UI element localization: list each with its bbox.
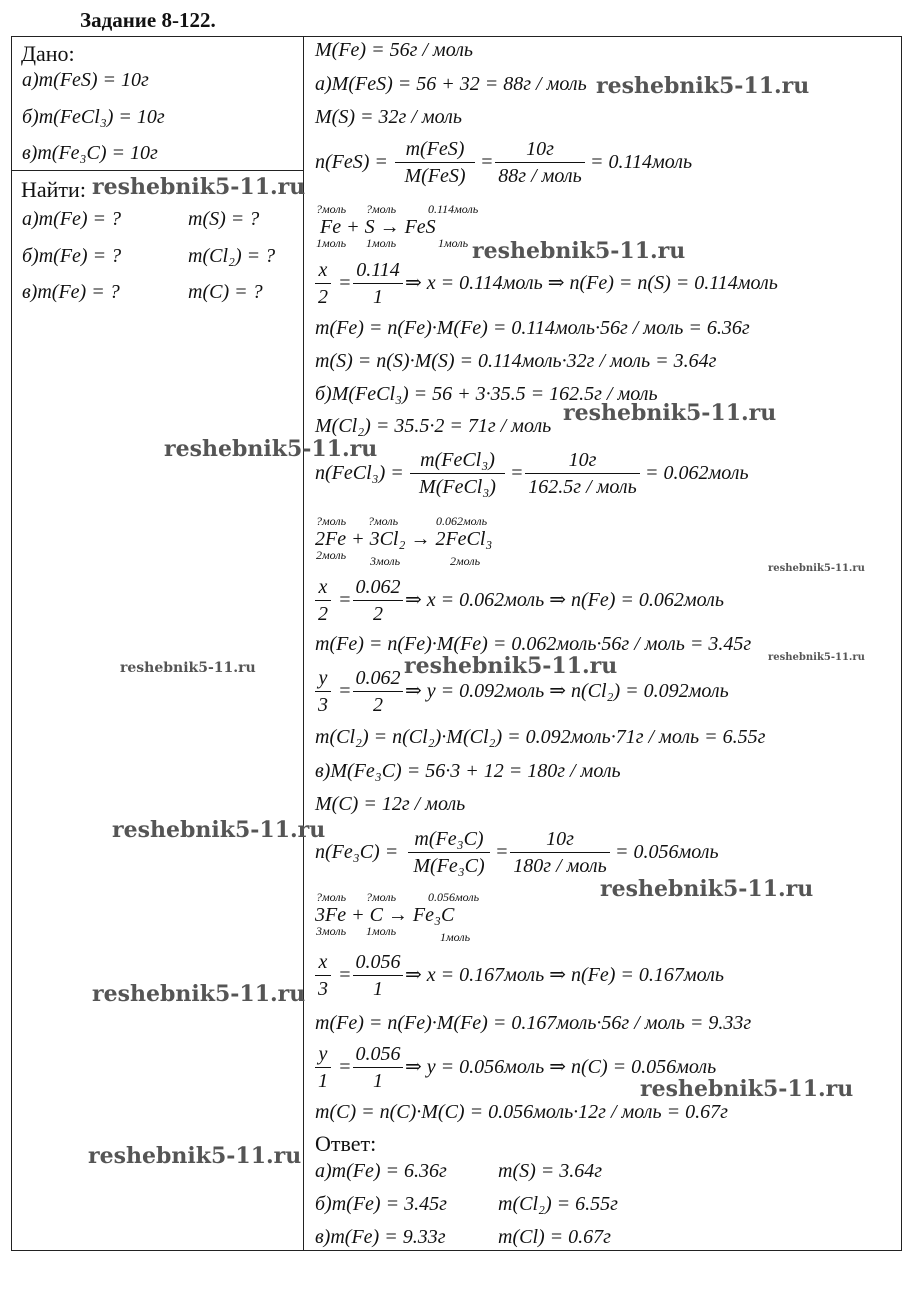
- reaction-equation: Fe + S → FeS: [320, 216, 436, 238]
- formula-result: = 0.056моль: [615, 841, 719, 863]
- given-find-divider: [11, 170, 304, 171]
- solution-line: m(Cl₂) = n(Cl₂)·M(Cl₂) = 0.092моль·71г / моль = 6.55г: [315, 726, 766, 748]
- fraction-denominator: 1: [315, 1067, 331, 1091]
- answer-item: б)m(Fe) = 3.45г: [315, 1193, 447, 1215]
- fraction: [315, 577, 331, 624]
- reaction-top: ?моль: [316, 890, 347, 904]
- fraction-numerator: 0.114: [356, 259, 400, 281]
- watermark: reshebnik5-11.ru: [768, 563, 865, 574]
- reaction-bottom: 1моль: [366, 924, 397, 938]
- fraction-denominator: 1: [353, 1067, 403, 1091]
- fraction: [315, 952, 331, 999]
- solution-line: m(Fe) = n(Fe)·M(Fe) = 0.167моль·56г / моль = 9.33г: [315, 1012, 752, 1034]
- reaction-top: 0.062моль: [436, 514, 488, 528]
- solution-line: в)M(Fe₃C) = 56·3 + 12 = 180г / моль: [315, 760, 621, 782]
- reaction-bottom: 1моль: [440, 930, 471, 944]
- reaction-top: ?моль: [316, 514, 347, 528]
- formula-result: = 0.062моль: [645, 462, 749, 484]
- fraction-denominator: 162.5г / моль: [525, 473, 640, 497]
- reaction-top: ?моль: [366, 202, 397, 216]
- find-item: б)m(Fe) = ?: [22, 245, 122, 267]
- formula-result: ⇒ x = 0.167моль ⇒ n(Fe) = 0.167моль: [405, 964, 724, 986]
- watermark: reshebnik5-11.ru: [596, 73, 810, 99]
- watermark: reshebnik5-11.ru: [768, 652, 865, 663]
- formula-lhs: n(FeCl₃) =: [315, 462, 404, 484]
- reaction-bottom: 3моль: [370, 554, 401, 568]
- reaction-bottom: 2моль: [450, 554, 481, 568]
- formula-result: ⇒ x = 0.114моль ⇒ n(Fe) = n(S) = 0.114моль: [405, 272, 778, 294]
- watermark: reshebnik5-11.ru: [164, 436, 378, 462]
- reaction-top: ?моль: [316, 202, 347, 216]
- reaction-top: 0.056моль: [428, 890, 480, 904]
- watermark: reshebnik5-11.ru: [92, 981, 306, 1007]
- given-item: б)m(FeCl₃) = 10г: [22, 106, 165, 128]
- fraction: [353, 260, 403, 307]
- solution-line: M(Fe) = 56г / моль: [315, 39, 474, 61]
- solution-line: m(S) = n(S)·M(S) = 0.114моль·32г / моль = 3.64г: [315, 350, 717, 372]
- solution-line: M(Cl₂) = 35.5·2 = 71г / моль: [315, 415, 552, 437]
- formula-result: = 0.114моль: [590, 151, 693, 173]
- fraction: [315, 668, 331, 715]
- fraction: [408, 829, 490, 876]
- find-item: m(C) = ?: [188, 281, 263, 303]
- watermark: reshebnik5-11.ru: [120, 660, 256, 676]
- answer-item: m(S) = 3.64г: [498, 1160, 603, 1182]
- fraction: [353, 577, 403, 624]
- fraction-numerator: 10г: [526, 138, 554, 160]
- fraction-numerator: 10г: [568, 449, 597, 471]
- solution-line: M(C) = 12г / моль: [315, 793, 466, 815]
- fraction: [495, 139, 585, 186]
- reaction-equation: 2Fe + 3Cl₂ → 2FeCl₃: [315, 528, 493, 550]
- fraction-denominator: 180г / моль: [510, 852, 610, 876]
- reaction-bottom: 3моль: [316, 924, 347, 938]
- formula-lhs: n(FeS) =: [315, 151, 388, 173]
- fraction-numerator: y: [318, 1043, 328, 1065]
- reaction-bottom: 1моль: [316, 236, 347, 250]
- fraction-denominator: 3: [315, 975, 331, 999]
- formula-result: ⇒ y = 0.056моль ⇒ n(C) = 0.056моль: [405, 1056, 717, 1078]
- equals-sign: =: [480, 151, 494, 173]
- answer-item: m(Cl₂) = 6.55г: [498, 1193, 618, 1215]
- equals-sign: =: [338, 680, 352, 702]
- fraction-denominator: 3: [315, 691, 331, 715]
- fraction-numerator: x: [318, 576, 328, 598]
- equals-sign: =: [338, 1056, 352, 1078]
- watermark: reshebnik5-11.ru: [88, 1143, 302, 1169]
- fraction-denominator: 88г / моль: [495, 162, 585, 186]
- fraction-numerator: 0.056: [355, 951, 401, 973]
- find-label: Найти:: [21, 177, 86, 202]
- solution-line: m(Fe) = n(Fe)·M(Fe) = 0.114моль·56г / моль = 6.36г: [315, 317, 750, 339]
- fraction-denominator: 2: [315, 283, 331, 307]
- fraction: [525, 450, 640, 497]
- answer-item: m(Cl) = 0.67г: [498, 1226, 611, 1248]
- fraction: [315, 1044, 331, 1091]
- fraction-numerator: y: [318, 667, 328, 689]
- reaction-top: 0.114моль: [428, 202, 479, 216]
- reaction-bottom: 2моль: [316, 548, 347, 562]
- column-divider: [303, 36, 304, 1251]
- fraction: [395, 139, 475, 186]
- formula-lhs: n(Fe₃C) =: [315, 841, 399, 863]
- fraction-numerator: x: [318, 259, 328, 281]
- watermark: reshebnik5-11.ru: [404, 653, 618, 679]
- equals-sign: =: [338, 272, 352, 294]
- equals-sign: =: [338, 589, 352, 611]
- find-item: а)m(Fe) = ?: [22, 208, 122, 230]
- solution-line: а)M(FeS) = 56 + 32 = 88г / моль: [315, 73, 587, 95]
- task-title: Задание 8-122.: [80, 8, 216, 32]
- fraction-numerator: m(FeS): [405, 138, 465, 160]
- fraction-denominator: 2: [353, 600, 403, 624]
- fraction-denominator: 1: [353, 283, 403, 307]
- reaction-bottom: 1моль: [438, 236, 469, 250]
- equals-sign: =: [495, 841, 509, 863]
- fraction-denominator: M(FeS): [395, 162, 475, 186]
- fraction-denominator: 2: [353, 691, 403, 715]
- solution-line: m(Fe) = n(Fe)·M(Fe) = 0.062моль·56г / моль = 3.45г: [315, 633, 752, 655]
- reaction-top: ?моль: [366, 890, 397, 904]
- solution-line: m(C) = n(C)·M(C) = 0.056моль·12г / моль = 0.67г: [315, 1101, 728, 1123]
- find-item: в)m(Fe) = ?: [22, 281, 120, 303]
- reaction-equation: 3Fe + C → Fe₃C: [315, 904, 455, 926]
- solution-line: M(S) = 32г / моль: [315, 106, 462, 128]
- watermark: reshebnik5-11.ru: [600, 876, 814, 902]
- fraction-numerator: 0.062: [355, 576, 401, 598]
- formula-result: ⇒ y = 0.092моль ⇒ n(Cl₂) = 0.092моль: [405, 680, 729, 702]
- fraction: [353, 1044, 403, 1091]
- fraction-numerator: 0.056: [355, 1043, 401, 1065]
- fraction: [410, 450, 505, 497]
- fraction: [353, 668, 403, 715]
- answer-item: в)m(Fe) = 9.33г: [315, 1226, 446, 1248]
- find-item: m(S) = ?: [188, 208, 260, 230]
- answer-item: а)m(Fe) = 6.36г: [315, 1160, 447, 1182]
- fraction-denominator: M(FeCl₃): [410, 473, 505, 497]
- given-item: в)m(Fe₃C) = 10г: [22, 142, 158, 164]
- fraction-denominator: M(Fe₃C): [408, 852, 490, 876]
- fraction-numerator: m(FeCl₃): [420, 449, 495, 471]
- equals-sign: =: [510, 462, 524, 484]
- fraction: [510, 829, 610, 876]
- reaction-bottom: 1моль: [366, 236, 397, 250]
- formula-result: ⇒ x = 0.062моль ⇒ n(Fe) = 0.062моль: [405, 589, 724, 611]
- fraction: [315, 260, 331, 307]
- watermark: reshebnik5-11.ru: [92, 174, 306, 200]
- given-label: Дано:: [21, 41, 75, 66]
- watermark: reshebnik5-11.ru: [112, 817, 326, 843]
- watermark: reshebnik5-11.ru: [472, 238, 686, 264]
- watermark: reshebnik5-11.ru: [563, 400, 777, 426]
- given-item: а)m(FeS) = 10г: [22, 69, 149, 91]
- fraction-numerator: m(Fe₃C): [414, 828, 484, 850]
- watermark: reshebnik5-11.ru: [640, 1076, 854, 1102]
- find-item: m(Cl₂) = ?: [188, 245, 276, 267]
- fraction-numerator: x: [318, 951, 328, 973]
- solution-line: б)M(FeCl₃) = 56 + 3·35.5 = 162.5г / моль: [315, 383, 658, 405]
- fraction-numerator: 0.062: [355, 667, 401, 689]
- reaction-top: ?моль: [368, 514, 399, 528]
- equals-sign: =: [338, 964, 352, 986]
- answer-label: Ответ:: [315, 1131, 377, 1156]
- fraction-denominator: 2: [315, 600, 331, 624]
- fraction-denominator: 1: [353, 975, 403, 999]
- fraction-numerator: 10г: [546, 828, 574, 850]
- fraction: [353, 952, 403, 999]
